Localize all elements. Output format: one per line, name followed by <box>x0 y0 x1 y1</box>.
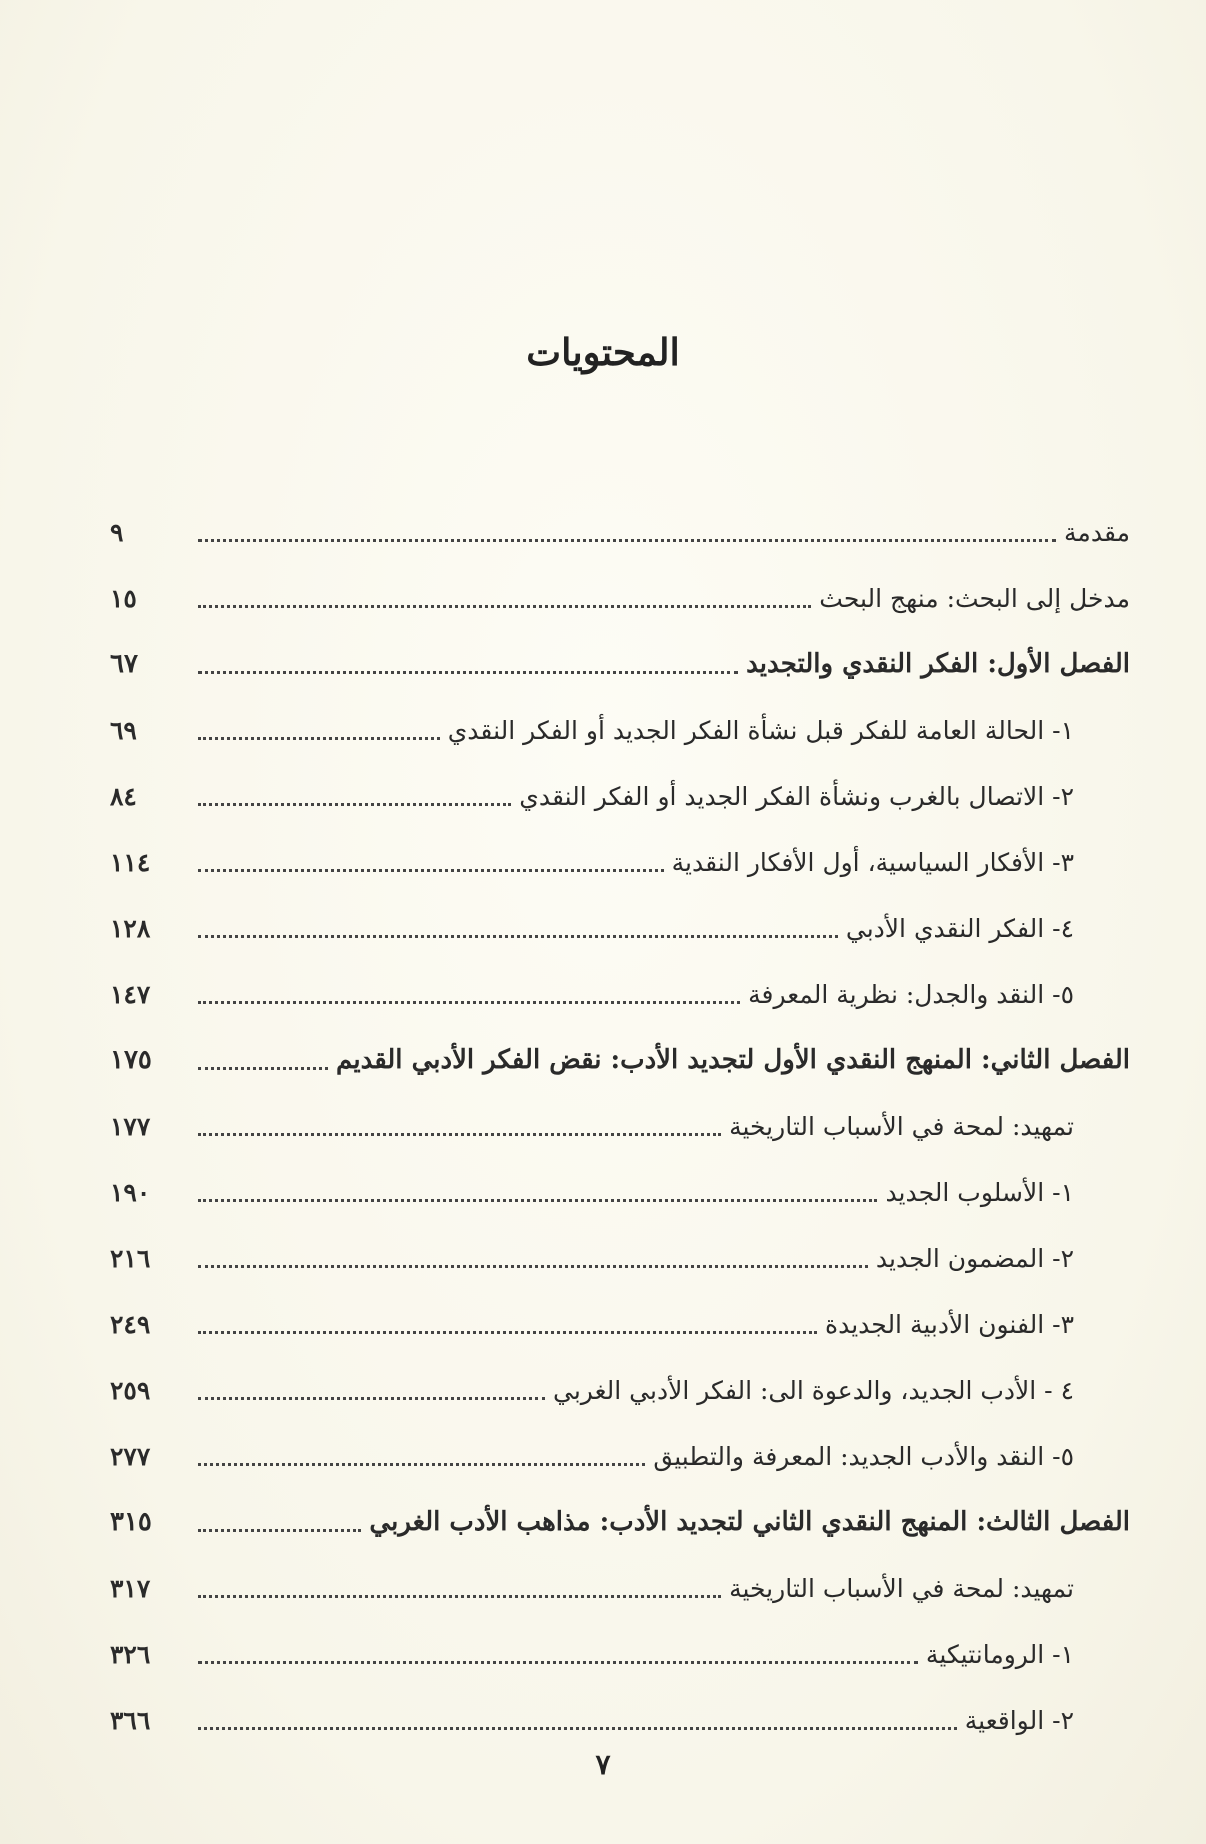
dot-leader <box>198 869 664 872</box>
dot-leader <box>198 803 511 806</box>
dot-leader <box>198 1067 328 1070</box>
toc-page-number: ١٤٧ <box>110 980 151 1009</box>
toc-page-number: ٢٧٧ <box>110 1442 151 1471</box>
toc-entry-title: ٣- الفنون الأدبية الجديدة <box>825 1310 1074 1339</box>
toc-page-number: ٣٦٦ <box>110 1706 151 1735</box>
toc-entry-title: ٢- الاتصال بالغرب ونشأة الفكر الجديد أو الفكر النقدي <box>519 782 1074 811</box>
toc-entry-row <box>110 952 1130 1018</box>
footer-page-number: ٧ <box>595 1748 611 1781</box>
toc-page-number: ٣١٧ <box>110 1574 151 1603</box>
toc-entry-title: ١- الحالة العامة للفكر قبل نشأة الفكر الجديد أو الفكر النقدي <box>447 716 1074 745</box>
table-of-contents <box>110 490 1130 1744</box>
toc-page-number: ٢٤٩ <box>110 1310 151 1339</box>
toc-page-number: ١٩٠ <box>110 1178 151 1207</box>
toc-entry-title: مدخل إلى البحث: منهج البحث <box>819 584 1130 613</box>
toc-page-number: ٢١٦ <box>110 1244 151 1273</box>
toc-entry-title: الفصل الثاني: المنهج النقدي الأول لتجديد الأدب: نقض الفكر الأدبي القديم <box>336 1044 1130 1075</box>
dot-leader <box>198 1265 868 1268</box>
dot-leader <box>198 1529 361 1532</box>
toc-entry-title: ١- الأسلوب الجديد <box>885 1178 1074 1207</box>
toc-entry-row <box>110 1546 1130 1612</box>
dot-leader <box>198 1595 721 1598</box>
toc-entry-row <box>110 1414 1130 1480</box>
toc-entry-row <box>110 820 1130 886</box>
toc-chapter-row <box>110 1018 1130 1084</box>
toc-entry-title: الفصل الأول: الفكر النقدي والتجديد <box>746 648 1130 679</box>
dot-leader <box>198 1397 545 1400</box>
dot-leader <box>198 1463 645 1466</box>
toc-chapter-row <box>110 1480 1130 1546</box>
toc-page-number: ٣١٥ <box>110 1506 152 1537</box>
toc-entry-title: ٢- المضمون الجديد <box>875 1244 1074 1273</box>
dot-leader <box>198 1661 918 1664</box>
toc-entry-title: ٤- الفكر النقدي الأدبي <box>845 914 1074 943</box>
toc-chapter-row <box>110 622 1130 688</box>
toc-entry-row <box>110 688 1130 754</box>
dot-leader <box>198 671 738 674</box>
toc-entry-title: ٥- النقد والجدل: نظرية المعرفة <box>748 980 1074 1009</box>
toc-entry-row <box>110 1612 1130 1678</box>
toc-entry-row <box>110 1678 1130 1744</box>
toc-entry-row <box>110 754 1130 820</box>
dot-leader <box>198 1133 721 1136</box>
toc-entry-title: ٢- الواقعية <box>964 1706 1074 1735</box>
toc-page-number: ٦٩ <box>110 716 137 745</box>
toc-entry-row <box>110 1216 1130 1282</box>
toc-entry-row <box>110 1348 1130 1414</box>
toc-entry-row <box>110 556 1130 622</box>
toc-page-number: ١٧٥ <box>110 1044 152 1075</box>
dot-leader <box>198 1199 877 1202</box>
toc-entry-title: الفصل الثالث: المنهج النقدي الثاني لتجديد الأدب: مذاهب الأدب الغربي <box>369 1506 1130 1537</box>
toc-entry-row <box>110 1150 1130 1216</box>
toc-page-number: ٨٤ <box>110 782 137 811</box>
toc-entry-title: مقدمة <box>1064 518 1130 547</box>
toc-page-number: ١٢٨ <box>110 914 151 943</box>
toc-page-number: ٩ <box>110 518 124 547</box>
dot-leader <box>198 1331 817 1334</box>
dot-leader <box>198 1727 957 1730</box>
dot-leader <box>198 605 811 608</box>
toc-entry-row <box>110 490 1130 556</box>
dot-leader <box>198 935 838 938</box>
toc-entry-title: ١- الرومانتيكية <box>925 1640 1074 1669</box>
toc-page-number: ٦٧ <box>110 648 138 679</box>
toc-entry-title: تمهيد: لمحة في الأسباب التاريخية <box>729 1112 1074 1141</box>
toc-page-number: ١٥ <box>110 584 137 613</box>
toc-page-number: ٣٢٦ <box>110 1640 151 1669</box>
toc-page-number: ٢٥٩ <box>110 1376 151 1405</box>
toc-entry-row <box>110 886 1130 952</box>
toc-page-number: ١١٤ <box>110 848 151 877</box>
toc-entry-title: ٤ - الأدب الجديد، والدعوة الى: الفكر الأدبي الغربي <box>553 1376 1074 1405</box>
dot-leader <box>198 737 440 740</box>
toc-entry-title: ٣- الأفكار السياسية، أول الأفكار النقدية <box>671 848 1074 877</box>
toc-page-number: ١٧٧ <box>110 1112 151 1141</box>
dot-leader <box>198 539 1056 542</box>
toc-entry-row <box>110 1282 1130 1348</box>
page-title: المحتويات <box>526 330 680 374</box>
toc-entry-title: تمهيد: لمحة في الأسباب التاريخية <box>729 1574 1074 1603</box>
dot-leader <box>198 1001 740 1004</box>
toc-entry-row <box>110 1084 1130 1150</box>
toc-entry-title: ٥- النقد والأدب الجديد: المعرفة والتطبيق <box>653 1442 1074 1471</box>
